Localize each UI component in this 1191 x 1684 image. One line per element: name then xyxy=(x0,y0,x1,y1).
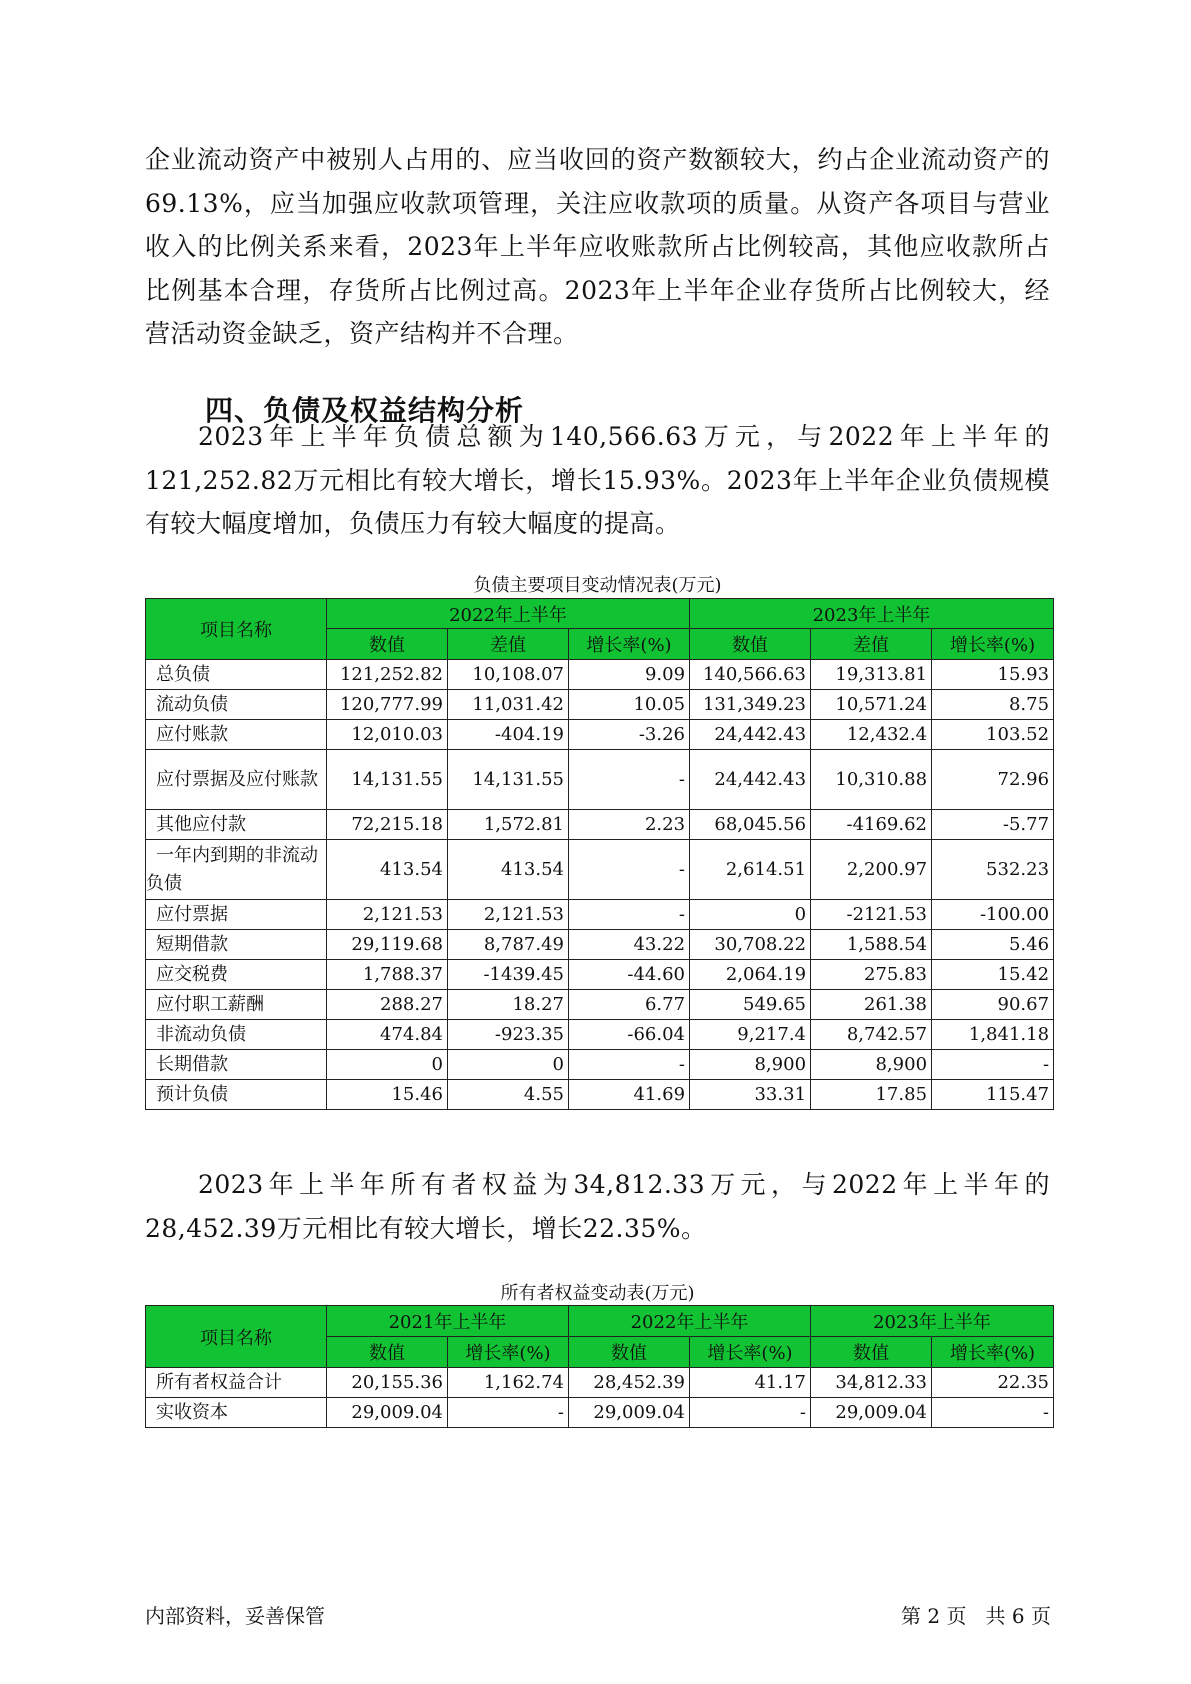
table-row xyxy=(146,990,1054,1020)
table-cell: 2,064.19 xyxy=(690,960,811,990)
row-label: 应交税费 xyxy=(146,960,327,990)
subheader: 数值 xyxy=(327,1337,448,1368)
table-row xyxy=(146,690,1054,720)
row-label: 所有者权益合计 xyxy=(146,1368,327,1398)
subheader: 增长率(%) xyxy=(448,1337,569,1368)
paragraph-equity-summary: 2023年上半年所有者权益为34,812.33万元，与2022年上半年的28,452.39万元相比有较大增长，增长22.35%。 xyxy=(145,1170,1050,1243)
table-cell: 8,742.57 xyxy=(811,1020,932,1050)
table-cell: 29,009.04 xyxy=(811,1398,932,1428)
paragraph-asset-structure: 企业流动资产中被别人占用的、应当收回的资产数额较大，约占企业流动资产的69.13%，应当加强应收款项管理，关注应收款项的质量。从资产各项目与营业收入的比例关系来看，2023年上半年应收账款所占比例较高，其他应收款所占比例基本合理，存货所占比例过高。2023年上半年企业存货所占比例较大，经营活动资金缺乏，资产结构并不合理。 xyxy=(145,145,1050,348)
subheader: 数值 xyxy=(569,1337,690,1368)
table-cell: 413.54 xyxy=(327,840,448,900)
table-cell: 1,162.74 xyxy=(448,1368,569,1398)
table-cell: - xyxy=(569,840,690,900)
table-row xyxy=(146,810,1054,840)
table-cell: 2,121.53 xyxy=(327,900,448,930)
table-row xyxy=(146,1050,1054,1080)
section-heading: 四、负债及权益结构分析 xyxy=(205,394,525,427)
table-cell: 115.47 xyxy=(932,1080,1054,1110)
subheader: 数值 xyxy=(327,629,448,660)
row-label: 流动负债 xyxy=(146,690,327,720)
table-cell: 10,571.24 xyxy=(811,690,932,720)
liability-table-caption: 负债主要项目变动情况表(万元) xyxy=(473,575,722,596)
header-group-2022: 2022年上半年 xyxy=(569,1306,811,1337)
table-cell: 549.65 xyxy=(690,990,811,1020)
table-cell: -404.19 xyxy=(448,720,569,750)
header-group-2022: 2022年上半年 xyxy=(327,599,690,629)
table-cell: 15.46 xyxy=(327,1080,448,1110)
row-label: 短期借款 xyxy=(146,930,327,960)
table-row xyxy=(146,750,1054,810)
table-row xyxy=(146,1398,1054,1428)
header-item-name: 项目名称 xyxy=(146,1306,327,1368)
table-cell: - xyxy=(448,1398,569,1428)
header-group-2023: 2023年上半年 xyxy=(690,599,1054,629)
table-cell: 2,121.53 xyxy=(448,900,569,930)
table-cell: - xyxy=(932,1050,1054,1080)
table-cell: - xyxy=(569,750,690,810)
table-cell: 12,010.03 xyxy=(327,720,448,750)
table-cell: 14,131.55 xyxy=(448,750,569,810)
table-cell: 2.23 xyxy=(569,810,690,840)
table-cell: 72.96 xyxy=(932,750,1054,810)
table-cell: 33.31 xyxy=(690,1080,811,1110)
subheader: 增长率(%) xyxy=(690,1337,811,1368)
table-cell: 0 xyxy=(690,900,811,930)
table-cell: - xyxy=(690,1398,811,1428)
subheader: 差值 xyxy=(448,629,569,660)
table-cell: 6.77 xyxy=(569,990,690,1020)
table-cell: -5.77 xyxy=(932,810,1054,840)
footer-page-number: 第 2 页 共 6 页 xyxy=(901,1604,1051,1628)
table-cell: -4169.62 xyxy=(811,810,932,840)
table-cell: - xyxy=(569,1050,690,1080)
table-cell: 43.22 xyxy=(569,930,690,960)
table-cell: - xyxy=(932,1398,1054,1428)
header-item-name: 项目名称 xyxy=(146,599,327,660)
table-cell: 0 xyxy=(327,1050,448,1080)
table-cell: 1,588.54 xyxy=(811,930,932,960)
table-cell: 20,155.36 xyxy=(327,1368,448,1398)
table-cell: 2,200.97 xyxy=(811,840,932,900)
table-cell: 24,442.43 xyxy=(690,720,811,750)
footer-confidential-note: 内部资料，妥善保管 xyxy=(145,1604,325,1628)
table-cell: -3.26 xyxy=(569,720,690,750)
table-cell: 34,812.33 xyxy=(811,1368,932,1398)
table-cell: 10.05 xyxy=(569,690,690,720)
row-label: 应付职工薪酬 xyxy=(146,990,327,1020)
table-cell: 5.46 xyxy=(932,930,1054,960)
table-cell: -44.60 xyxy=(569,960,690,990)
table-cell: 11,031.42 xyxy=(448,690,569,720)
table-cell: 28,452.39 xyxy=(569,1368,690,1398)
paragraph-liability-summary: 2023年上半年负债总额为140,566.63万元，与2022年上半年的121,252.82万元相比有较大增长，增长15.93%。2023年上半年企业负债规模有较大幅度增加，负债压力有较大幅度的提高。 xyxy=(145,422,1050,538)
table-cell: 2,614.51 xyxy=(690,840,811,900)
table-cell: 8.75 xyxy=(932,690,1054,720)
table-cell: 261.38 xyxy=(811,990,932,1020)
table-row xyxy=(146,840,1054,900)
table-cell: 22.35 xyxy=(932,1368,1054,1398)
table-cell: -1439.45 xyxy=(448,960,569,990)
table-cell: 121,252.82 xyxy=(327,660,448,690)
row-label: 其他应付款 xyxy=(146,810,327,840)
row-label: 总负债 xyxy=(146,660,327,690)
subheader: 数值 xyxy=(811,1337,932,1368)
table-cell: 29,119.68 xyxy=(327,930,448,960)
table-cell: 68,045.56 xyxy=(690,810,811,840)
table-cell: 24,442.43 xyxy=(690,750,811,810)
table-cell: - xyxy=(569,900,690,930)
table-cell: -66.04 xyxy=(569,1020,690,1050)
table-cell: 8,787.49 xyxy=(448,930,569,960)
subheader: 增长率(%) xyxy=(569,629,690,660)
table-cell: 30,708.22 xyxy=(690,930,811,960)
table-cell: 120,777.99 xyxy=(327,690,448,720)
table-cell: 10,108.07 xyxy=(448,660,569,690)
table-cell: 140,566.63 xyxy=(690,660,811,690)
table-cell: 9.09 xyxy=(569,660,690,690)
row-label: 长期借款 xyxy=(146,1050,327,1080)
subheader: 增长率(%) xyxy=(932,629,1054,660)
subheader: 差值 xyxy=(811,629,932,660)
table-cell: 8,900 xyxy=(811,1050,932,1080)
table-cell: -100.00 xyxy=(932,900,1054,930)
table-cell: 532.23 xyxy=(932,840,1054,900)
table-cell: 1,572.81 xyxy=(448,810,569,840)
row-label: 一年内到期的非流动负债 xyxy=(146,840,327,900)
table-cell: 14,131.55 xyxy=(327,750,448,810)
subheader: 增长率(%) xyxy=(932,1337,1054,1368)
table-cell: 8,900 xyxy=(690,1050,811,1080)
table-cell: 29,009.04 xyxy=(569,1398,690,1428)
table-row xyxy=(146,660,1054,690)
row-label: 应付票据 xyxy=(146,900,327,930)
table-row xyxy=(146,900,1054,930)
table-row xyxy=(146,1368,1054,1398)
table-cell: 413.54 xyxy=(448,840,569,900)
table-cell: 18.27 xyxy=(448,990,569,1020)
table-cell: 41.69 xyxy=(569,1080,690,1110)
table-cell: 4.55 xyxy=(448,1080,569,1110)
equity-table-caption: 所有者权益变动表(万元) xyxy=(500,1283,695,1304)
liability-table xyxy=(145,598,1054,1110)
header-group-2023: 2023年上半年 xyxy=(811,1306,1054,1337)
table-cell: 288.27 xyxy=(327,990,448,1020)
table-cell: 1,788.37 xyxy=(327,960,448,990)
header-group-2021: 2021年上半年 xyxy=(327,1306,569,1337)
table-cell: 17.85 xyxy=(811,1080,932,1110)
table-row xyxy=(146,1080,1054,1110)
table-cell: 19,313.81 xyxy=(811,660,932,690)
row-label: 应付账款 xyxy=(146,720,327,750)
table-cell: 0 xyxy=(448,1050,569,1080)
equity-table xyxy=(145,1305,1054,1428)
table-row xyxy=(146,720,1054,750)
row-label: 非流动负债 xyxy=(146,1020,327,1050)
table-cell: 474.84 xyxy=(327,1020,448,1050)
table-cell: 275.83 xyxy=(811,960,932,990)
table-cell: 10,310.88 xyxy=(811,750,932,810)
row-label: 实收资本 xyxy=(146,1398,327,1428)
table-cell: -923.35 xyxy=(448,1020,569,1050)
table-cell: 12,432.4 xyxy=(811,720,932,750)
table-row xyxy=(146,930,1054,960)
table-cell: 103.52 xyxy=(932,720,1054,750)
table-row xyxy=(146,960,1054,990)
table-cell: 1,841.18 xyxy=(932,1020,1054,1050)
table-cell: 9,217.4 xyxy=(690,1020,811,1050)
row-label: 应付票据及应付账款 xyxy=(146,750,327,810)
table-cell: 15.42 xyxy=(932,960,1054,990)
table-row xyxy=(146,1020,1054,1050)
table-cell: 131,349.23 xyxy=(690,690,811,720)
table-cell: -2121.53 xyxy=(811,900,932,930)
table-cell: 90.67 xyxy=(932,990,1054,1020)
row-label: 预计负债 xyxy=(146,1080,327,1110)
table-cell: 41.17 xyxy=(690,1368,811,1398)
table-cell: 29,009.04 xyxy=(327,1398,448,1428)
subheader: 数值 xyxy=(690,629,811,660)
table-cell: 72,215.18 xyxy=(327,810,448,840)
table-cell: 15.93 xyxy=(932,660,1054,690)
